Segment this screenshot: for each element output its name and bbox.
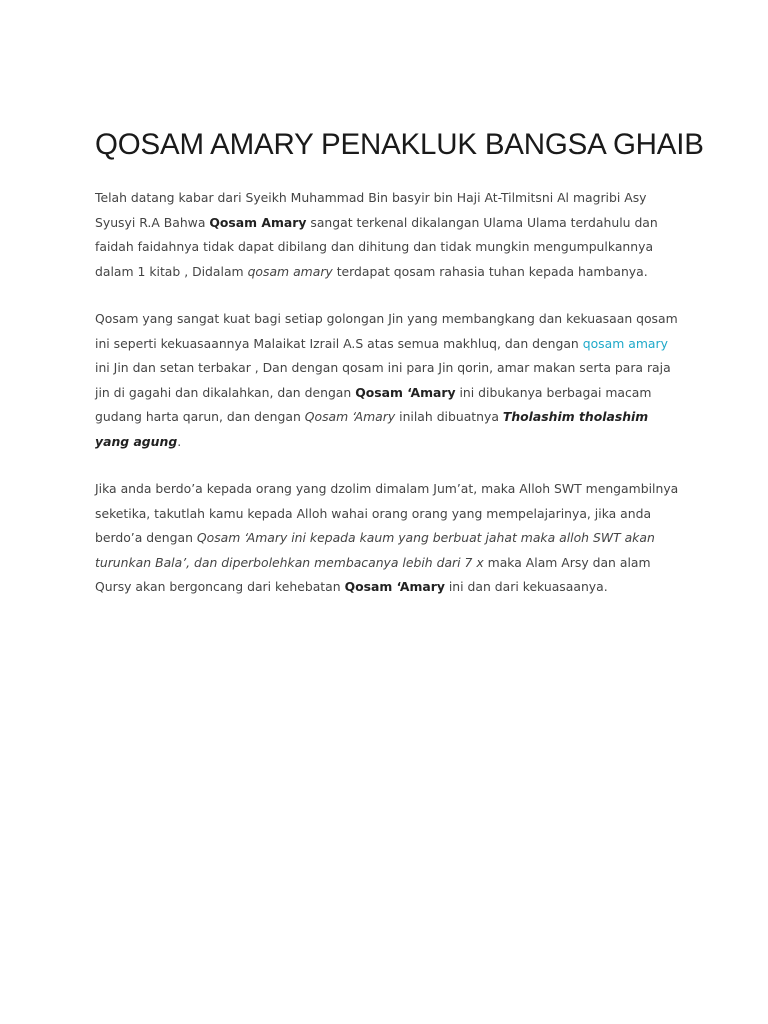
paragraph-text: . bbox=[177, 433, 182, 449]
italic-term: qosam amary bbox=[247, 263, 333, 279]
paragraph-1 bbox=[95, 186, 685, 284]
bold-term: Qosam ‘Amary bbox=[355, 384, 456, 400]
paragraph-text: Jika anda berdo’a kepada orang yang dzolim dimalam Jum’at, maka Alloh SWT mengambilnya seketika, takutlah kamu kepada Alloh wahai orang orang yang mempelajarinya, jika anda berdo’a dengan bbox=[95, 481, 679, 545]
paragraph-text: sangat terkenal dikalangan Ulama Ulama terdahulu dan faidah faidahnya tidak dapat dibilang dan dihitung dan tidak mungkin mengumpulkannya dalam 1 kitab , Didalam bbox=[95, 214, 658, 279]
paragraph-text: ini dan dari kekuasaanya. bbox=[444, 579, 608, 594]
article bbox=[95, 126, 704, 623]
bold-italic-term: Tholashim tholashim yang agung bbox=[95, 409, 649, 449]
paragraph-2 bbox=[95, 307, 685, 454]
qosam-amary-link[interactable]: qosam amary bbox=[582, 335, 668, 351]
paragraph-text: terdapat qosam rahasia tuhan kepada hambanya. bbox=[332, 263, 648, 279]
paragraph-text: inilah dibuatnya bbox=[395, 409, 503, 424]
paragraph-text: ini Jin dan setan terbakar , Dan dengan qosam ini para Jin qorin, amar makan serta para raja jin di gagahi dan dikalahkan, dan dengan bbox=[95, 360, 671, 400]
italic-term: Qosam ‘Amary bbox=[304, 409, 396, 424]
paragraph-text: ini dibukanya berbagai macam gudang harta qarun, dan dengan bbox=[95, 384, 652, 424]
bold-term: Qosam ‘Amary bbox=[344, 579, 445, 594]
paragraph-text: Qosam yang sangat kuat bagi setiap golongan Jin yang membangkang dan kekuasaan qosam ini seperti kekuasaannya Malaikat Izrail A.S atas semua makhluq, dan dengan bbox=[95, 311, 678, 351]
article-title: QOSAM AMARY PENAKLUK BANGSA GHAIB bbox=[95, 128, 704, 161]
italic-phrase: Qosam ‘Amary ini kepada kaum yang berbuat jahat maka alloh SWT akan turunkan Bala’, dan diperbolehkan membacanya lebih dari 7 x bbox=[95, 530, 655, 570]
paragraph-3 bbox=[95, 477, 685, 600]
paragraph-text: maka Alam Arsy dan alam Qursy akan bergoncang dari kehebatan bbox=[95, 554, 651, 594]
bold-term: Qosam Amary bbox=[209, 214, 307, 230]
paragraph-text: Telah datang kabar dari Syeikh Muhammad Bin basyir bin Haji At-Tilmitsni Al magribi Asy Syusyi R.A Bahwa bbox=[95, 190, 647, 230]
